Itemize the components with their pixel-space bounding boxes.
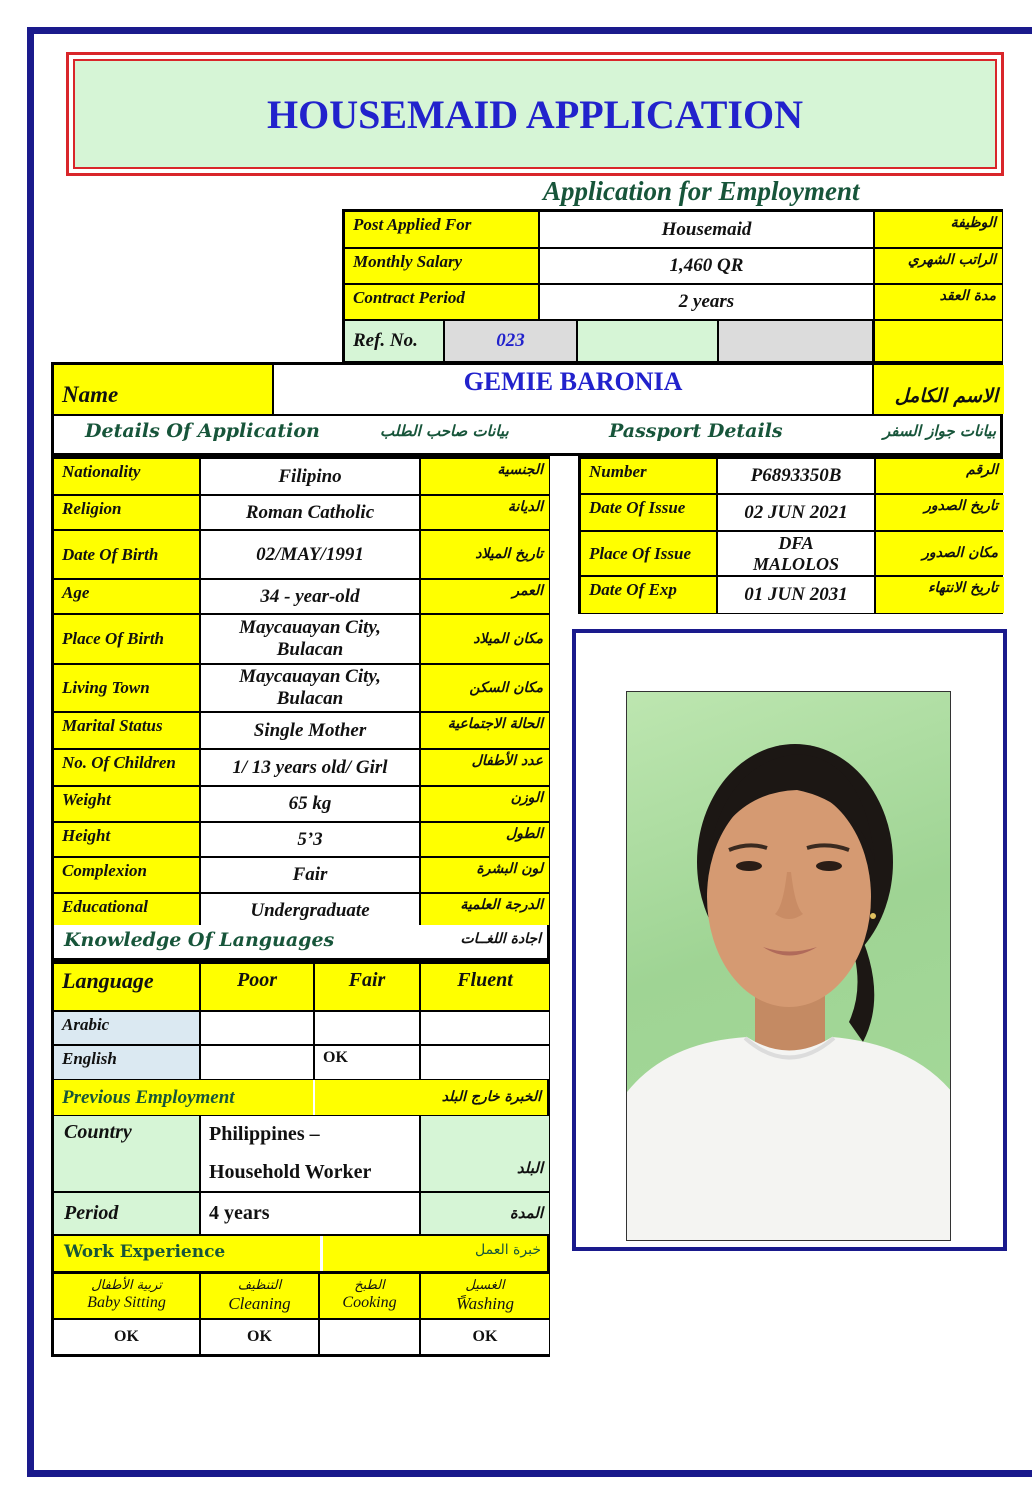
salary-label: Monthly Salary (345, 249, 538, 283)
detail-label-ar: العمر (421, 580, 549, 613)
skill-value: OK (201, 1320, 318, 1354)
passport-label: Place Of Issue (581, 532, 716, 575)
language-header: Language (54, 964, 199, 1010)
passport-label-ar: تاريخ الصدور (876, 495, 1004, 530)
applicant-photo (626, 691, 951, 1241)
employment-title: Previous Employment (54, 1080, 313, 1115)
language-fluent (421, 1046, 549, 1079)
passport-value: 01 JUN 2031 (718, 577, 874, 613)
passport-label: Number (581, 459, 716, 493)
passport-value: 02 JUN 2021 (718, 495, 874, 530)
name-label-ar: الاسم الكامل (874, 365, 1004, 414)
skill-header (201, 1274, 318, 1318)
country-label: Country (54, 1116, 199, 1191)
detail-value: Maycauayan City, Bulacan (201, 665, 419, 711)
section-header-row (51, 416, 1003, 456)
country-value-line-2: Household Worker (209, 1160, 372, 1183)
employment-title-ar: الخبرة خارج البلد (313, 1080, 547, 1115)
photo-frame (572, 629, 1007, 1251)
experience-title-divider (320, 1236, 323, 1272)
experience-title: Work Experience (64, 1242, 226, 1262)
post-label-ar: الوظيفة (875, 212, 1002, 247)
ref-value: 023 (445, 321, 576, 361)
detail-label: Educational (54, 894, 199, 928)
details-section-title-ar: بيانات صاحب الطلب (380, 422, 509, 440)
ref-empty-2 (719, 321, 872, 361)
detail-label: Height (54, 823, 199, 856)
experience-title-ar: خبرة العمل (475, 1242, 541, 1258)
detail-label-ar: الحالة الاجتماعية (421, 713, 549, 748)
fair-header: Fair (315, 964, 419, 1010)
post-label: Post Applied For (345, 212, 538, 247)
passport-label-ar: تاريخ الانتهاء (876, 577, 1004, 613)
detail-label: Place Of Birth (54, 615, 199, 663)
skill-header (421, 1274, 549, 1318)
detail-value: 34 - year-old (201, 580, 419, 613)
name-value: GEMIE BARONIA (274, 365, 872, 414)
title-banner (66, 52, 1004, 176)
detail-label-ar: مكان السكن (421, 665, 549, 711)
period-value: 4 years (201, 1193, 419, 1234)
passport-value: DFA MALOLOS (718, 532, 874, 575)
experience-title-row (51, 1236, 550, 1272)
employment-title-row (51, 1080, 550, 1118)
salary-value: 1,460 QR (540, 249, 873, 283)
language-name: Arabic (54, 1012, 199, 1044)
languages-title-row (51, 925, 550, 961)
language-fluent (421, 1012, 549, 1044)
skill-header-en: Baby Sitting (87, 1294, 166, 1312)
detail-value: Filipino (201, 459, 419, 494)
skill-header-en: Cleaning (228, 1293, 291, 1313)
languages-table (51, 961, 550, 1082)
passport-section-title-ar: بيانات جواز السفر (883, 422, 996, 440)
name-row (51, 362, 1003, 417)
language-fair (315, 1012, 419, 1044)
personal-details-table (51, 456, 550, 927)
skill-header-en: Cooking (342, 1294, 397, 1312)
language-poor (201, 1012, 313, 1044)
detail-label-ar: الطول (421, 823, 549, 856)
page-title: HOUSEMAID APPLICATION (267, 91, 803, 137)
detail-value: 5’3 (201, 823, 419, 856)
portrait-illustration (627, 692, 951, 1241)
contract-label-ar: مدة العقد (875, 285, 1002, 319)
detail-label: Weight (54, 787, 199, 821)
detail-value: Maycauayan City, Bulacan (201, 615, 419, 663)
experience-table (51, 1271, 550, 1357)
skill-header-ar: الغسيل (465, 1277, 505, 1293)
passport-section-title: Passport Details (609, 420, 783, 442)
detail-label-ar: تاريخ الميلاد (421, 531, 549, 578)
detail-value: Undergraduate (201, 894, 419, 928)
contract-value: 2 years (540, 285, 873, 319)
passport-table (578, 456, 1003, 614)
detail-label: Date Of Birth (54, 531, 199, 578)
skill-header-ar: الطبخ (354, 1278, 385, 1294)
detail-value: Single Mother (201, 713, 419, 748)
detail-label: No. Of Children (54, 750, 199, 785)
poor-header: Poor (201, 964, 313, 1010)
passport-value: P6893350B (718, 459, 874, 493)
passport-label: Date Of Exp (581, 577, 716, 613)
detail-value: 02/MAY/1991 (201, 531, 419, 578)
details-section-title: Details Of Application (85, 420, 320, 442)
skill-header-ar: التنظيف (237, 1277, 282, 1293)
skill-value (320, 1320, 419, 1354)
languages-title-ar: اجادة اللغــات (460, 931, 541, 947)
period-label: Period (54, 1193, 199, 1234)
country-value-line-1: Philippines – (209, 1123, 320, 1146)
passport-label-ar: مكان الصدور (876, 532, 1004, 575)
period-label-ar: المدة (421, 1193, 549, 1234)
ref-empty-1 (578, 321, 717, 361)
detail-label: Living Town (54, 665, 199, 711)
passport-label: Date Of Issue (581, 495, 716, 530)
languages-title: Knowledge Of Languages (64, 929, 335, 951)
detail-value: Fair (201, 858, 419, 892)
skill-header-ar: تربية الأطفال (91, 1278, 162, 1294)
passport-label-ar: الرقم (876, 459, 1004, 493)
name-label: Name (54, 365, 272, 414)
detail-label-ar: الديانة (421, 496, 549, 529)
country-value (201, 1116, 419, 1191)
detail-label: Nationality (54, 459, 199, 494)
detail-value: 65 kg (201, 787, 419, 821)
salary-label-ar: الراتب الشهري (875, 249, 1002, 283)
fluent-header: Fluent (421, 964, 549, 1010)
detail-label-ar: الوزن (421, 787, 549, 821)
employment-table (51, 1116, 550, 1238)
contract-label: Contract Period (345, 285, 538, 319)
language-name: English (54, 1046, 199, 1079)
detail-label-ar: الجنسية (421, 459, 549, 494)
skill-value: OK (421, 1320, 549, 1354)
post-value: Housemaid (540, 212, 873, 247)
detail-label: Religion (54, 496, 199, 529)
detail-label: Complexion (54, 858, 199, 892)
language-fair: OK (315, 1046, 419, 1079)
job-table (342, 209, 1003, 364)
detail-label-ar: الدرجة العلمية (421, 894, 549, 928)
detail-label-ar: مكان الميلاد (421, 615, 549, 663)
skill-header (54, 1274, 199, 1318)
detail-label-ar: لون البشرة (421, 858, 549, 892)
ref-label: Ref. No. (345, 321, 443, 361)
detail-label: Age (54, 580, 199, 613)
detail-value: 1/ 13 years old/ Girl (201, 750, 419, 785)
skill-value: OK (54, 1320, 199, 1354)
country-label-ar: البلد (421, 1116, 549, 1191)
detail-label: Marital Status (54, 713, 199, 748)
language-poor (201, 1046, 313, 1079)
skill-header-en: ًWashing (456, 1293, 514, 1313)
skill-header (320, 1274, 419, 1318)
detail-value: Roman Catholic (201, 496, 419, 529)
detail-label-ar: عدد الأطفال (421, 750, 549, 785)
subtitle: Application for Employment (543, 176, 860, 206)
ref-empty-3 (875, 321, 1002, 361)
